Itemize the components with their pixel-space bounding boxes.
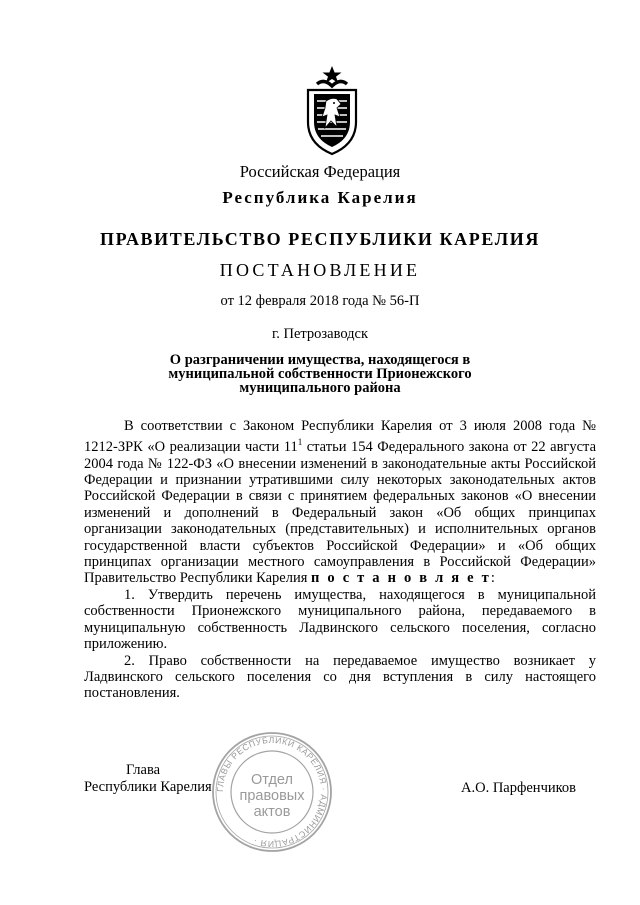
stamp-ring-text: ГЛАВЫ РЕСПУБЛИКИ КАРЕЛИЯ · АДМИНИСТРАЦИЯ · (214, 734, 330, 850)
clause-paragraph: 1. Утвердить перечень имущества, находящегося в муниципальной собственности Прионежского муниципального района, передаваемого в муниципальную собственность Ладвинского сельского поселения, согласно приложению. (84, 586, 596, 653)
decree-colon: : (490, 570, 495, 587)
preamble-text-continued: статьи 154 Федерального закона от 22 августа 2004 года № 122-ФЗ «О внесении изменений в законодательные акты Российской Федерации и признании утратившими силу некоторых законодательных актов Российской Федерации в связи с принятием федеральных законов «О внесении изменений и дополнений в Федеральный закон «Об общих принципах организации законодательных (представительных) и исполнительных органов государственной власти субъектов Российской Федерации» и «Об общих принципах организации местного самоуправления в Российской Федерации» Правительство Республики Карелия (84, 439, 597, 587)
signatory-title-line: Глава (126, 762, 161, 778)
document-body (84, 418, 596, 702)
superscript-number: 1 (297, 437, 303, 448)
document-date-number: от 12 февраля 2018 года № 56-П (220, 293, 420, 309)
official-stamp-seal (210, 730, 334, 854)
signatory-title (84, 762, 212, 796)
document-type: ПОСТАНОВЛЕНИЕ (219, 260, 421, 280)
subject-line: О разграничении имущества, находящегося в (169, 352, 471, 368)
clause-paragraph: 2. Право собственности на передаваемое имущество возникает у Ладвинского сельского поселения со дня вступления в силу настоящего постановления. (84, 652, 596, 702)
signatory-title-line: Республики Карелия (84, 779, 212, 795)
document-subject (140, 353, 500, 395)
stamp-center-line: актов (253, 804, 291, 820)
signatory-name: А.О. Парфенчиков (461, 780, 577, 796)
preamble-paragraph (84, 418, 596, 587)
subject-line: муниципального района (239, 380, 401, 396)
country-name: Российская Федерация (239, 162, 401, 181)
decree-word: п о с т а н о в л я е т (311, 570, 491, 587)
stamp-center-line: правовых (239, 788, 305, 804)
document-city: г. Петрозаводск (271, 326, 369, 342)
government-name: ПРАВИТЕЛЬСТВО РЕСПУБЛИКИ КАРЕЛИЯ (100, 229, 540, 249)
subject-line: муниципальной собственности Прионежского (168, 366, 472, 382)
karelia-coat-of-arms-icon (302, 64, 362, 156)
republic-name: Республика Карелия (222, 188, 418, 207)
preamble-text: В соответствии с Законом Республики Карелия от 3 июля 2008 года № 1212-ЗРК «О реализации части 11 (84, 418, 596, 456)
stamp-center-line: Отдел (251, 772, 293, 788)
